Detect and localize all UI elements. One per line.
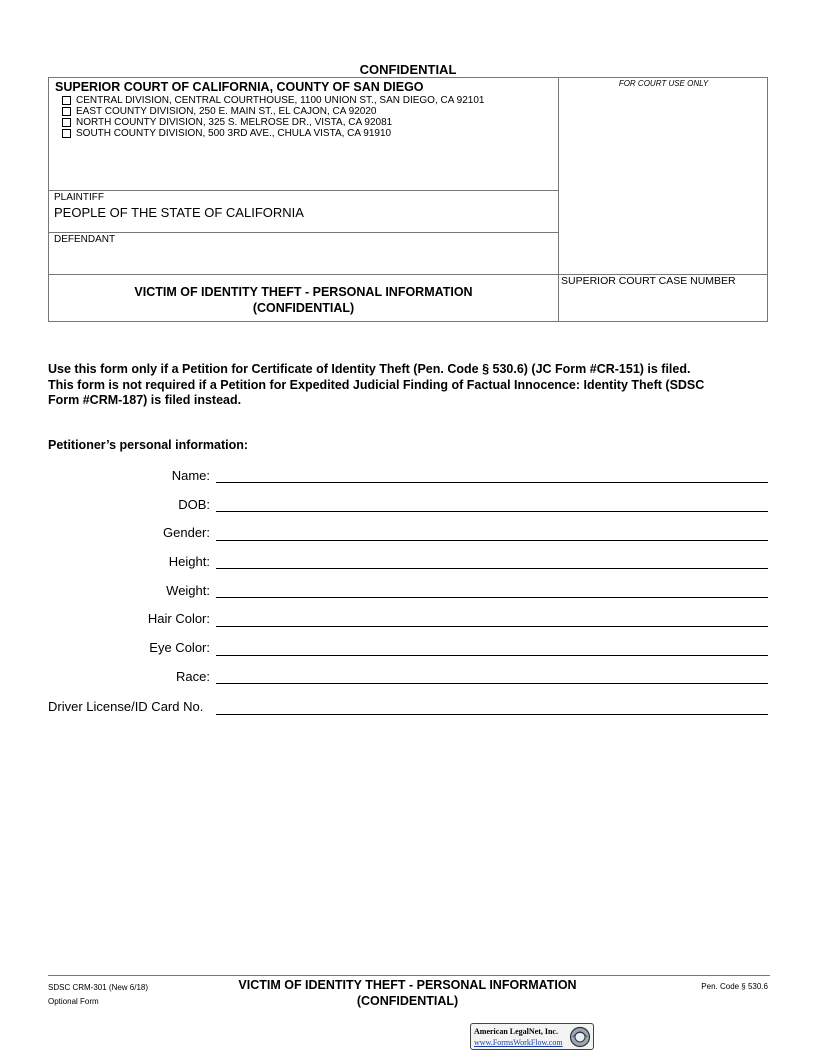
plaintiff-label: PLAINTIFF	[54, 192, 105, 203]
height-label: Height:	[168, 554, 210, 569]
gender-field[interactable]	[216, 540, 768, 541]
division-option-east[interactable]	[62, 106, 376, 117]
east-division-checkbox[interactable]	[62, 107, 71, 116]
south-division-checkbox[interactable]	[62, 129, 71, 138]
weight-label: Weight:	[166, 583, 210, 598]
division-label: SOUTH COUNTY DIVISION, 500 3RD AVE., CHULA VISTA, CA 91910	[76, 128, 392, 139]
personal-info-heading: Petitioner’s personal information:	[48, 438, 249, 452]
eye-color-field[interactable]	[216, 655, 768, 656]
optional-form-label: Optional Form	[48, 997, 99, 1006]
publisher-name: American LegalNet, Inc.	[474, 1027, 558, 1036]
north-division-checkbox[interactable]	[62, 118, 71, 127]
court-use-only-label: FOR COURT USE ONLY	[618, 79, 709, 88]
case-number-label: SUPERIOR COURT CASE NUMBER	[561, 275, 736, 287]
instruction-line: This form is not required if a Petition for Expedited Judicial Finding of Factual Innocence: Identity Theft (SDSC	[48, 377, 705, 392]
driver-license-label: Driver License/ID Card No.	[48, 699, 204, 714]
division-option-north[interactable]	[62, 117, 392, 128]
confidential-heading: CONFIDENTIAL	[359, 62, 457, 77]
publisher-logo[interactable]	[470, 1023, 594, 1050]
race-label: Race:	[176, 669, 210, 684]
hair-color-field[interactable]	[216, 626, 768, 627]
name-label: Name:	[171, 468, 210, 483]
instructions	[48, 362, 773, 409]
division-label: CENTRAL DIVISION, CENTRAL COURTHOUSE, 1100 UNION ST., SAN DIEGO, CA 92101	[76, 95, 485, 106]
dob-label: DOB:	[178, 497, 210, 512]
division-option-central[interactable]	[62, 95, 484, 106]
hair-color-label: Hair Color:	[147, 611, 210, 626]
footer-title-line2: (CONFIDENTIAL)	[356, 994, 459, 1008]
race-field[interactable]	[216, 683, 768, 684]
height-field[interactable]	[216, 568, 768, 569]
gender-label: Gender:	[163, 525, 210, 540]
publisher-url[interactable]: www.FormsWorkFlow.com	[474, 1038, 563, 1047]
division-label: EAST COUNTY DIVISION, 250 E. MAIN ST., EL CAJON, CA 92020	[76, 106, 377, 117]
form-title-line2: (CONFIDENTIAL)	[252, 301, 355, 315]
division-option-south[interactable]	[62, 128, 391, 139]
form-title	[48, 284, 559, 316]
name-field[interactable]	[216, 482, 768, 483]
instruction-line: Use this form only if a Petition for Certificate of Identity Theft (Pen. Code § 530.6) (JC Form #CR-151) is filed.	[48, 362, 691, 376]
footer-title	[200, 977, 615, 1009]
weight-field[interactable]	[216, 597, 768, 598]
footer-title-line1: VICTIM OF IDENTITY THEFT - PERSONAL INFORMATION	[238, 978, 577, 992]
divider	[48, 232, 559, 233]
central-division-checkbox[interactable]	[62, 96, 71, 105]
plaintiff-value: PEOPLE OF THE STATE OF CALIFORNIA	[54, 205, 304, 220]
form-title-line1: VICTIM OF IDENTITY THEFT - PERSONAL INFORMATION	[134, 285, 473, 299]
driver-license-field[interactable]	[216, 714, 768, 715]
footer-rule	[48, 975, 770, 976]
court-name: SUPERIOR COURT OF CALIFORNIA, COUNTY OF SAN DIEGO	[55, 80, 424, 94]
globe-icon	[569, 1026, 591, 1048]
defendant-label: DEFENDANT	[54, 234, 116, 245]
divider	[48, 190, 559, 191]
form-id: SDSC CRM-301 (New 6/18)	[48, 983, 149, 992]
dob-field[interactable]	[216, 511, 768, 512]
eye-color-label: Eye Color:	[149, 640, 210, 655]
division-label: NORTH COUNTY DIVISION, 325 S. MELROSE DR., VISTA, CA 92081	[76, 117, 393, 128]
instruction-line: Form #CRM-187) is filed instead.	[48, 393, 242, 407]
code-reference: Pen. Code § 530.6	[701, 982, 768, 991]
